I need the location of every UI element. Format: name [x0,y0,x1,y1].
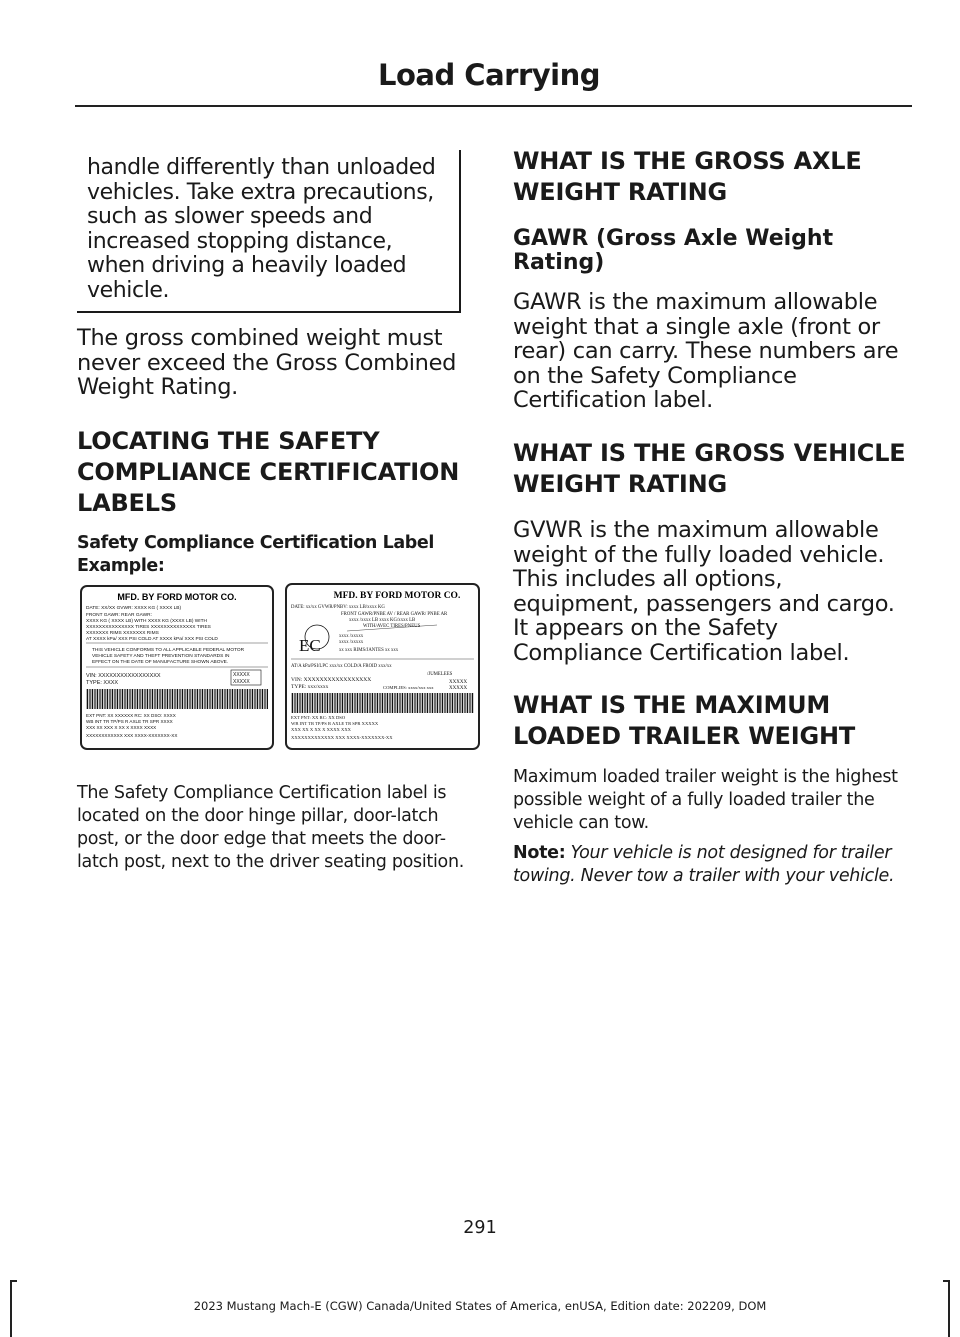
note-text: Your vehicle is not designed for trailer towing. Never tow a trailer with your vehicle. [513,843,895,886]
label2-row: AT/A kPa/PSI/LPC xxx/xx COLD/A FROID xxx/xx [291,664,392,669]
barcode-icon [291,693,474,713]
heading-line: WEIGHT RATING [513,178,727,206]
heading-line: LABELS [77,489,177,517]
label1-bottom: XXX XX XXX X XX X XXXX XXXX [86,725,157,730]
label1-bottom: EXT PNT: XX XXXXXX RC: XX DSO: XXXX [86,713,176,718]
certification-label-image-1 [80,585,274,750]
label2-row: xxxx /xxxxx [339,634,364,639]
certification-label-image-2 [285,583,480,750]
label2-box-line: XXXXX [449,680,468,685]
label2-row: xx xxx RIMS/JANTES xx xxx [339,648,399,653]
label1-vin: VIN: XXXXXXXXXXXXXXXXX [86,673,161,679]
label1-bottom: XXXXXXXXXXXX XXX XXXX-XXXXXXX-XX [86,733,178,738]
paragraph-gvwr: GVWR is the maximum allowable weight of the fully loaded vehicle. This includes all options, equipment, passengers and cargo. It appears on the Safety Compliance Certification label. [513,517,895,666]
warning-text: handle differently than unloaded vehicles. Take extra precautions, such as slower speeds and increased stopping distance, when driving a heavily loaded vehicle. [87,155,436,303]
label1-row: VEHICLE SAFETY AND THEFT PREVENTION STANDARDS IN [92,654,230,659]
note [513,842,909,888]
note-label: Note: [513,843,566,863]
label2-row: WITH/AVEC TIRES/PNEUS [363,624,421,629]
label2-row: DATE: xx/xx GVWR/PNBV: xxxx LB/xxxx KG [291,605,385,610]
label2-vin: VIN: XXXXXXXXXXXXXXXXX [291,677,372,683]
label2-complies: COMPLIES: xxxx/xxx xxx [383,685,434,690]
label1-row: DATE: XX/XX GVWR: XXXX KG ( XXXX LB) [86,606,182,611]
heading-line: WEIGHT RATING [513,470,727,498]
corner-mark [10,1280,12,1337]
subheading-label-example: Safety Compliance Certification Label Example: [77,533,434,576]
heading-line: WHAT IS THE GROSS AXLE [513,147,862,175]
label1-row: EFFECT ON THE DATE OF MANUFACTURE SHOWN ABOVE. [92,660,229,665]
paragraph-label-location: The Safety Compliance Certification label is located on the door hinge pillar, door-latch post, or the door edge that meets the door-latch post, next to the driver seating position. [77,783,465,872]
header-rule [75,105,912,107]
label1-row: THIS VEHICLE CONFORMS TO ALL APPLICABLE FEDERAL MOTOR [92,648,245,653]
label1-row: XXXXXXX RIMS XXXXXXX RIMS [86,631,159,636]
paragraph-gawr: GAWR is the maximum allowable weight that a single axle (front or rear) can carry. These numbers are on the Safety Compliance Certification label. [513,289,899,413]
label2-row: FRONT GAWR/PNBE AV / REAR GAWR/ PNBE AR [341,612,448,617]
heading-gross-axle-weight [513,146,909,208]
paragraph-gross-combined-weight: The gross combined weight must never exceed the Gross Combined Weight Rating. [77,325,457,400]
warning-box [77,150,461,313]
label2-bottom: XXX XX X XX X XXXX XXX [291,727,351,732]
heading-max-trailer-weight [513,690,909,752]
label1-title: MFD. BY FORD MOTOR CO. [117,592,237,602]
label1-row: FRONT GAWR: REAR GAWR: [86,613,152,618]
subheading-gawr: GAWR (Gross Axle Weight Rating) [513,226,834,275]
label1-bottom: WB INT TR TP/PS R AXLE TR SPR XXXX [86,719,173,724]
label2-box-line: XXXXX [449,686,468,691]
label2-rims-note: /JUMELEES [427,672,453,677]
heading-line: COMPLIANCE CERTIFICATION [77,458,460,486]
page-header-title: Load Carrying [377,58,600,92]
heading-line: WHAT IS THE GROSS VEHICLE [513,439,906,467]
label2-bottom: XXXXXXXXXXXXX XXX XXXX-XXXXXXX-XX [291,735,393,740]
label1-row: XXXXXXXXXXXXXXX TIRES XXXXXXXXXXXXXX TIRES [86,625,211,630]
label1-row: XXXX KG ( XXXX LB) WITH XXXX KG (XXXX LB) WITH [86,619,208,624]
barcode-icon [86,689,268,709]
label1-type: TYPE: XXXX [86,680,119,686]
label2-bottom: EXT PNT: XX RC: XX DSO [291,715,346,720]
label1-row: AT XXXX kPa/ XXX PSI COLD AT XXXX kPa/ XXX PSI COLD [86,637,218,642]
heading-gross-vehicle-weight [513,438,909,500]
label2-row: xxxx /xxxx LB xxxx KG/xxxx LB [349,618,416,623]
label1-box-line: XXXXX [233,672,250,678]
heading-line: LOCATING THE SAFETY [77,427,380,455]
label2-type: TYPE: xxx/xxxx [291,684,329,690]
label2-row: xxxx /xxxxx [339,640,364,645]
corner-mark [948,1280,950,1337]
heading-line: WHAT IS THE MAXIMUM [513,691,831,719]
corner-mark [943,1280,950,1282]
corner-mark [10,1280,17,1282]
footer-edition-info: 2023 Mustang Mach-E (CGW) Canada/United States of America, enUSA, Edition date: 202209, DOM [193,1299,767,1313]
heading-locating-labels [77,426,473,519]
label2-bottom: WB INT TR TP/PS R AXLE TR SPR XXXXX [291,721,379,726]
page-number: 291 [463,1218,497,1238]
label2-title: MFD. BY FORD MOTOR CO. [333,591,461,601]
label1-box-line: XXXXX [233,679,250,685]
paragraph-trailer-weight: Maximum loaded trailer weight is the highest possible weight of a fully loaded trailer the vehicle can tow. [513,767,898,833]
heading-line: LOADED TRAILER WEIGHT [513,722,855,750]
label2-mark: EC [299,636,321,655]
